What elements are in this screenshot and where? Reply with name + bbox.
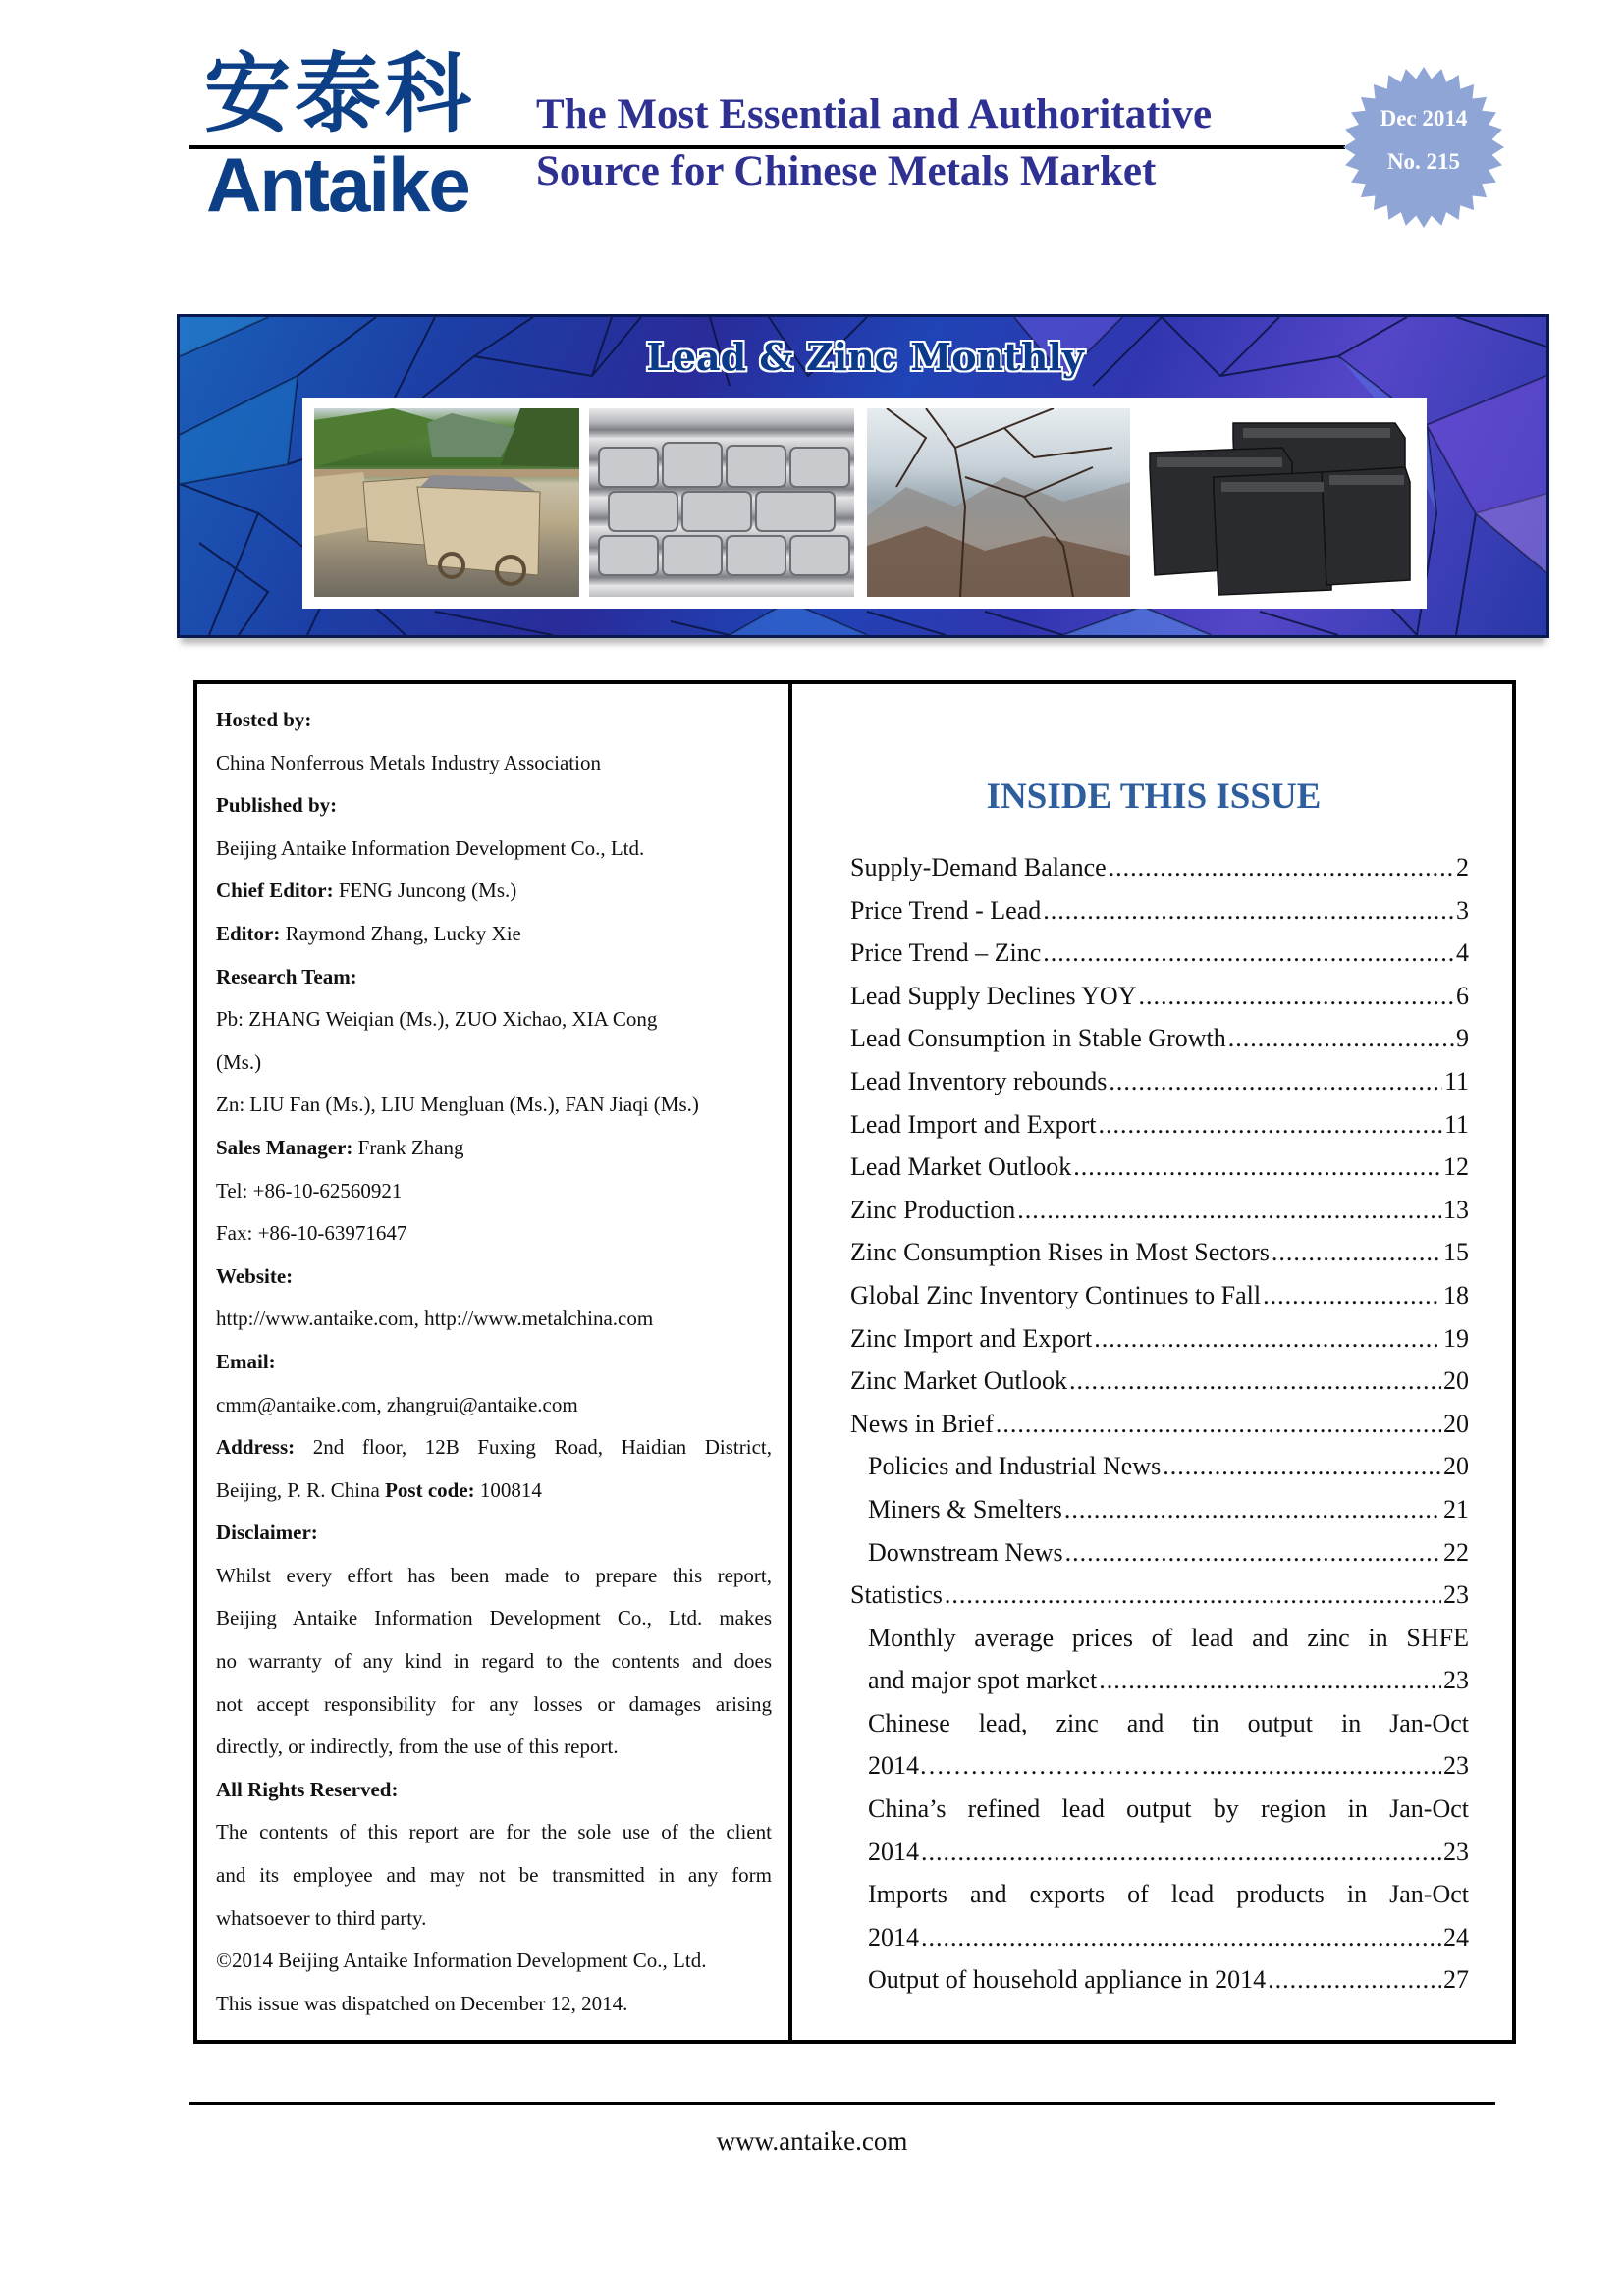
toc-item-page: 6: [1456, 981, 1469, 1010]
toc-item-page: 20: [1443, 1452, 1469, 1481]
research-team-zn: Zn: LIU Fan (Ms.), LIU Mengluan (Ms.), FAN Jiaqi (Ms.): [216, 1093, 699, 1117]
toc-item[interactable]: [850, 1231, 1469, 1274]
toc-leader-dots: [945, 1574, 1441, 1617]
toc-item-page: 9: [1456, 1024, 1469, 1053]
toc-item-label: Lead Consumption in Stable Growth: [850, 1024, 1226, 1053]
research-team-label: Research Team:: [216, 964, 357, 988]
toc-item-page: 21: [1443, 1494, 1469, 1523]
toc-item-page: 20: [1443, 1366, 1469, 1396]
tagline-line-1: The Most Essential and Authoritative: [536, 91, 1213, 137]
toc-item-page: 13: [1443, 1195, 1469, 1224]
toc-item-page: 23: [1443, 1837, 1469, 1866]
toc-item-label: Lead Inventory rebounds: [850, 1066, 1108, 1095]
hosted-value: China Nonferrous Metals Industry Association: [216, 750, 601, 774]
toc-item[interactable]: [850, 1531, 1469, 1575]
website-label: Website:: [216, 1263, 294, 1288]
toc-leader-dots: [1043, 932, 1454, 975]
address-line-2: Beijing, P. R. China Post code: 100814: [216, 1477, 542, 1502]
footer-website-link[interactable]: www.antaike.com: [716, 2126, 908, 2156]
toc-item-label: Lead Supply Declines YOY: [850, 981, 1137, 1010]
website-links[interactable]: http://www.antaike.com, http://www.metalchina.com: [216, 1307, 654, 1331]
toc-leader-dots: [1073, 1146, 1441, 1189]
toc-item[interactable]: [850, 1189, 1469, 1232]
chief-editor: Chief Editor: FENG Juncong (Ms.): [216, 879, 517, 903]
fax: Fax: +86-10-63971647: [216, 1221, 407, 1246]
toc-item[interactable]: [850, 932, 1469, 975]
rights-line: and its employee and may not be transmitted in any form: [216, 1863, 772, 1888]
toc-item-page: 27: [1443, 1965, 1469, 1995]
telephone: Tel: +86-10-62560921: [216, 1178, 403, 1202]
toc-item-label: Lead Import and Export: [850, 1109, 1097, 1139]
toc-leader-dots: [921, 1916, 1441, 1959]
issue-number: No. 215: [1386, 149, 1461, 174]
disclaimer-line: no warranty of any kind in regard to the contents and does: [216, 1649, 772, 1674]
toc-item[interactable]: [850, 1958, 1469, 2002]
hosted-label: Hosted by:: [216, 708, 312, 731]
toc-leader-dots: [1094, 1317, 1441, 1361]
toc-item[interactable]: [850, 1831, 1469, 1874]
tagline-line-2: Source for Chinese Metals Market: [536, 148, 1157, 194]
toc-item[interactable]: [850, 1403, 1469, 1446]
toc-item-label: 2014: [868, 1922, 919, 1951]
toc-item-label: Zinc Import and Export: [850, 1323, 1093, 1353]
toc-item-label: Output of household appliance in 2014: [868, 1965, 1267, 1995]
toc-item[interactable]: [850, 1445, 1469, 1488]
footer-divider: [189, 2102, 1495, 2105]
toc-item[interactable]: [850, 1488, 1469, 1531]
toc-item-page: 23: [1443, 1666, 1469, 1695]
toc-item[interactable]: [850, 1916, 1469, 1959]
toc-item-page: 4: [1456, 938, 1469, 968]
toc-item-page: 22: [1443, 1537, 1469, 1567]
toc-item-label: Supply-Demand Balance: [850, 853, 1107, 881]
toc-item-page: 19: [1443, 1323, 1469, 1353]
toc-item-label: Price Trend - Lead: [850, 895, 1042, 925]
sales-manager: Sales Manager: Frank Zhang: [216, 1135, 464, 1159]
issue-badge: [1341, 65, 1506, 230]
toc-leader-dots: [996, 1403, 1441, 1446]
toc-item-line[interactable]: China’s refined lead output by region in Jan-Oct: [868, 1794, 1469, 1824]
toc-item-page: 23: [1443, 1580, 1469, 1610]
disclaimer-label: Disclaimer:: [216, 1521, 318, 1545]
research-team-pb: Pb: ZHANG Weiqian (Ms.), ZUO Xichao, XIA Cong: [216, 1007, 658, 1032]
cover-banner: [177, 314, 1549, 638]
toc-item-label: 2014……………………………: [868, 1751, 1200, 1781]
toc-item-label: Statistics: [850, 1580, 943, 1610]
lead-ingots-photo: [589, 408, 854, 597]
toc-item-label: Miners & Smelters: [868, 1494, 1062, 1523]
issue-date: Dec 2014: [1380, 106, 1468, 131]
toc-item-line[interactable]: Monthly average prices of lead and zinc in SHFE: [868, 1623, 1469, 1652]
toc-item[interactable]: [850, 1360, 1469, 1403]
editor: Editor: Raymond Zhang, Lucky Xie: [216, 921, 521, 945]
toc-item-page: 15: [1443, 1238, 1469, 1267]
toc-item-page: 23: [1443, 1751, 1469, 1781]
toc-item-page: 20: [1443, 1409, 1469, 1438]
rights-line: whatsoever to third party.: [216, 1905, 427, 1930]
toc-item-label: Price Trend – Zinc: [850, 938, 1042, 968]
toc-item-label: Global Zinc Inventory Continues to Fall: [850, 1280, 1262, 1309]
column-divider: [788, 680, 792, 2044]
toc-item[interactable]: [850, 1146, 1469, 1189]
toc-leader-dots: [1109, 1060, 1442, 1103]
copyright: ©2014 Beijing Antaike Information Development Co., Ltd.: [216, 1949, 707, 1973]
misty-landscape-photo: [867, 408, 1130, 597]
toc-leader-dots: [1069, 1360, 1441, 1403]
toc-leader-dots: [921, 1831, 1441, 1874]
starburst-badge-icon: [1341, 65, 1506, 230]
toc-item-label: Lead Market Outlook: [850, 1152, 1072, 1182]
toc-leader-dots: [1017, 1189, 1441, 1232]
toc-item-label: Downstream News: [868, 1537, 1063, 1567]
toc-item-label: Policies and Industrial News: [868, 1452, 1162, 1481]
toc-item-label: and major spot market: [868, 1666, 1098, 1695]
disclaimer-line: Whilst every effort has been made to prepare this report,: [216, 1563, 772, 1587]
address-line-1: Address: 2nd floor, 12B Fuxing Road, Haidian District,: [216, 1435, 773, 1460]
toc-item[interactable]: [850, 1060, 1469, 1103]
logo-english: Antaike: [206, 141, 469, 228]
toc-item[interactable]: [850, 1317, 1469, 1361]
toc-title: INSIDE THIS ISSUE: [986, 776, 1322, 817]
toc-item-page: 11: [1443, 1066, 1469, 1095]
toc-item-page: 18: [1443, 1280, 1469, 1309]
toc-item-label: Zinc Market Outlook: [850, 1366, 1067, 1396]
toc-item-label: Zinc Production: [850, 1195, 1016, 1224]
research-team-pb-cont: (Ms.): [216, 1049, 262, 1074]
toc-item-line[interactable]: Chinese lead, zinc and tin output in Jan-Oct: [868, 1708, 1469, 1737]
toc-item-label: 2014: [868, 1837, 919, 1866]
email-label: Email:: [216, 1349, 276, 1373]
mine-carts-photo: [314, 408, 579, 597]
toc-leader-dots: [1064, 1488, 1441, 1531]
rights-label: All Rights Reserved:: [216, 1777, 399, 1801]
toc-leader-dots: [1263, 1274, 1441, 1317]
toc-item[interactable]: [850, 1574, 1469, 1617]
toc-item[interactable]: [850, 889, 1469, 933]
toc-item[interactable]: [850, 846, 1469, 889]
table-of-contents: [850, 846, 1469, 2002]
toc-leader-dots: [1268, 1958, 1441, 2002]
publication-title: Lead & Zinc Monthly: [646, 335, 1084, 379]
rights-line: The contents of this report are for the sole use of the client: [216, 1820, 772, 1844]
toc-item[interactable]: [850, 1659, 1469, 1702]
masthead-column: [216, 699, 772, 2025]
photo-strip: [302, 398, 1427, 609]
batteries-photo: [1145, 408, 1418, 597]
toc-item[interactable]: [850, 1103, 1469, 1147]
toc-item-label: Zinc Consumption Rises in Most Sectors: [850, 1238, 1270, 1267]
published-label: Published by:: [216, 793, 338, 818]
toc-item-page: 11: [1443, 1109, 1469, 1139]
toc-item-page: 12: [1443, 1152, 1469, 1182]
disclaimer-line: not accept responsibility for any losses or damages arising: [216, 1691, 772, 1716]
published-value: Beijing Antaike Information Development Co., Ltd.: [216, 835, 645, 860]
disclaimer-line: Beijing Antaike Information Development Co., Ltd. makes: [216, 1606, 772, 1630]
toc-leader-dots: [1099, 1103, 1442, 1147]
email-links[interactable]: cmm@antaike.com, zhangrui@antaike.com: [216, 1392, 578, 1416]
toc-item-page: 3: [1456, 895, 1469, 925]
toc-item-line[interactable]: Imports and exports of lead products in Jan-Oct: [868, 1880, 1469, 1909]
toc-item-page: 24: [1443, 1922, 1469, 1951]
toc-leader-dots: [1138, 975, 1454, 1018]
toc-item[interactable]: [850, 975, 1469, 1018]
logo-chinese: 安泰科: [204, 43, 476, 144]
toc-leader-dots: [1228, 1017, 1454, 1060]
toc-leader-dots: [1202, 1744, 1441, 1788]
dispatch-date: This issue was dispatched on December 12, 2014.: [216, 1991, 628, 2015]
toc-item[interactable]: [850, 1744, 1469, 1788]
toc-item-page: 2: [1456, 853, 1469, 881]
toc-leader-dots: [1272, 1231, 1441, 1274]
toc-leader-dots: [1109, 846, 1454, 889]
toc-item[interactable]: [850, 1274, 1469, 1317]
toc-leader-dots: [1163, 1445, 1441, 1488]
toc-leader-dots: [1099, 1659, 1441, 1702]
toc-leader-dots: [1065, 1531, 1441, 1575]
toc-leader-dots: [1043, 889, 1454, 933]
disclaimer-line: directly, or indirectly, from the use of this report.: [216, 1735, 619, 1759]
toc-item[interactable]: [850, 1017, 1469, 1060]
toc-item-label: News in Brief: [850, 1409, 994, 1438]
